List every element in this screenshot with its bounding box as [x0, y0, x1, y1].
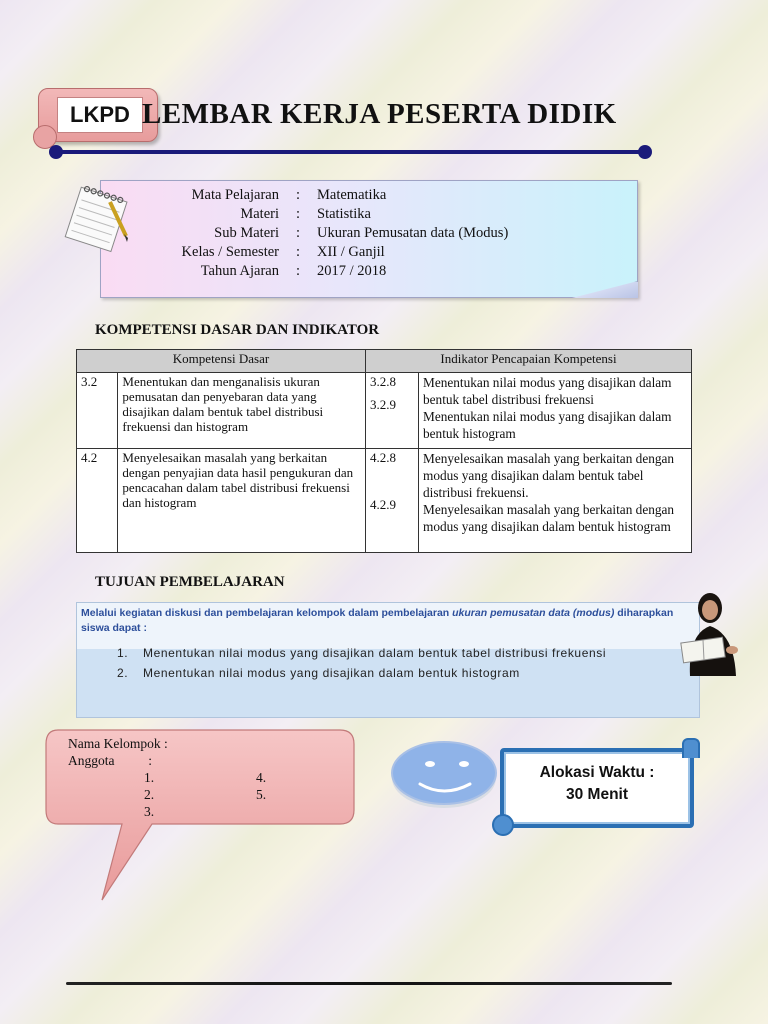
alokasi-waktu-scroll [500, 748, 694, 828]
kd-text: Menentukan dan menganalisis ukuran pemusatan dan penyebaran data yang disajikan dalam bentuk tabel distribusi frekuensi dan histogram [118, 373, 366, 449]
col-kompetensi-dasar: Kompetensi Dasar [77, 350, 366, 373]
table-header-row [77, 350, 692, 373]
underline-left-dot [49, 145, 63, 159]
table-row [77, 373, 692, 449]
table-row [77, 449, 692, 553]
indicator-numbers: 3.2.8 3.2.9 [366, 373, 419, 449]
tujuan-intro: Melalui kegiatan diskusi dan pembelajaran kelompok dalam pembelajaran ukuran pemusatan data (modus) diharapkan siswa dapat : [77, 603, 699, 649]
member-4: 4. [256, 770, 267, 785]
col-indikator: Indikator Pencapaian Kompetensi [366, 350, 692, 373]
kompetensi-table [76, 349, 692, 553]
kd-number: 3.2 [77, 373, 118, 449]
info-row-mata-pelajaran: Mata Pelajaran : Matematika [191, 187, 387, 203]
indicator-text: Menentukan nilai modus yang disajikan dalam bentuk tabel distribusi frekuensi Menentukan nilai modus yang disajikan dalam bentuk histogram [419, 373, 692, 449]
tujuan-list [117, 646, 606, 686]
lkpd-badge [38, 88, 158, 142]
smiley-face-icon [390, 740, 498, 810]
footer-divider [66, 982, 672, 985]
kd-text: Menyelesaikan masalah yang berkaitan dengan penyajian data hasil pengukuran dan pencacahan dalam tabel distribusi frekuensi dan histogram [118, 449, 366, 553]
member-2: 2. [144, 787, 155, 802]
page-title: LEMBAR KERJA PESERTA DIDIK [142, 98, 617, 130]
lkpd-badge-label: LKPD [57, 97, 143, 133]
alokasi-waktu-value: 30 Menit [565, 786, 628, 803]
tujuan-heading: TUJUAN PEMBELAJARAN [95, 574, 285, 590]
title-underline [56, 150, 646, 154]
info-row-tahun-ajaran: Tahun Ajaran : 2017 / 2018 [200, 263, 387, 279]
member-1: 1. [144, 770, 155, 785]
member-3: 3. [144, 804, 155, 819]
list-item: 2. Menentukan nilai modus yang disajikan dalam bentuk histogram [117, 666, 520, 680]
member-5: 5. [256, 787, 267, 802]
alokasi-waktu-label: Alokasi Waktu : [539, 764, 655, 781]
info-row-materi: Materi : Statistika [240, 206, 371, 222]
tujuan-box [76, 602, 700, 718]
indicator-numbers: 4.2.8 4.2.9 [366, 449, 419, 553]
info-row-kelas-semester: Kelas / Semester : XII / Ganjil [181, 244, 385, 260]
nama-kelompok-label: Nama Kelompok : [68, 736, 168, 751]
notepad-pencil-icon [60, 186, 136, 254]
subject-info-box [100, 180, 638, 298]
underline-right-dot [638, 145, 652, 159]
list-item: 1. Menentukan nilai modus yang disajikan dalam bentuk tabel distribusi frekuensi [117, 646, 607, 660]
anggota-label: Anggota : [68, 753, 152, 768]
indicator-text: Menyelesaikan masalah yang berkaitan dengan modus yang disajikan dalam bentuk tabel distribusi frekuensi. Menyelesaikan masalah yang berkaitan dengan modus yang disajikan dalam bentuk histogram [419, 449, 692, 553]
kompetensi-heading: KOMPETENSI DASAR DAN INDIKATOR [95, 322, 380, 338]
student-reading-illustration [676, 588, 748, 676]
info-row-sub-materi: Sub Materi : Ukuran Pemusatan data (Modus) [214, 225, 509, 241]
kd-number: 4.2 [77, 449, 118, 553]
page-curl [572, 281, 638, 298]
